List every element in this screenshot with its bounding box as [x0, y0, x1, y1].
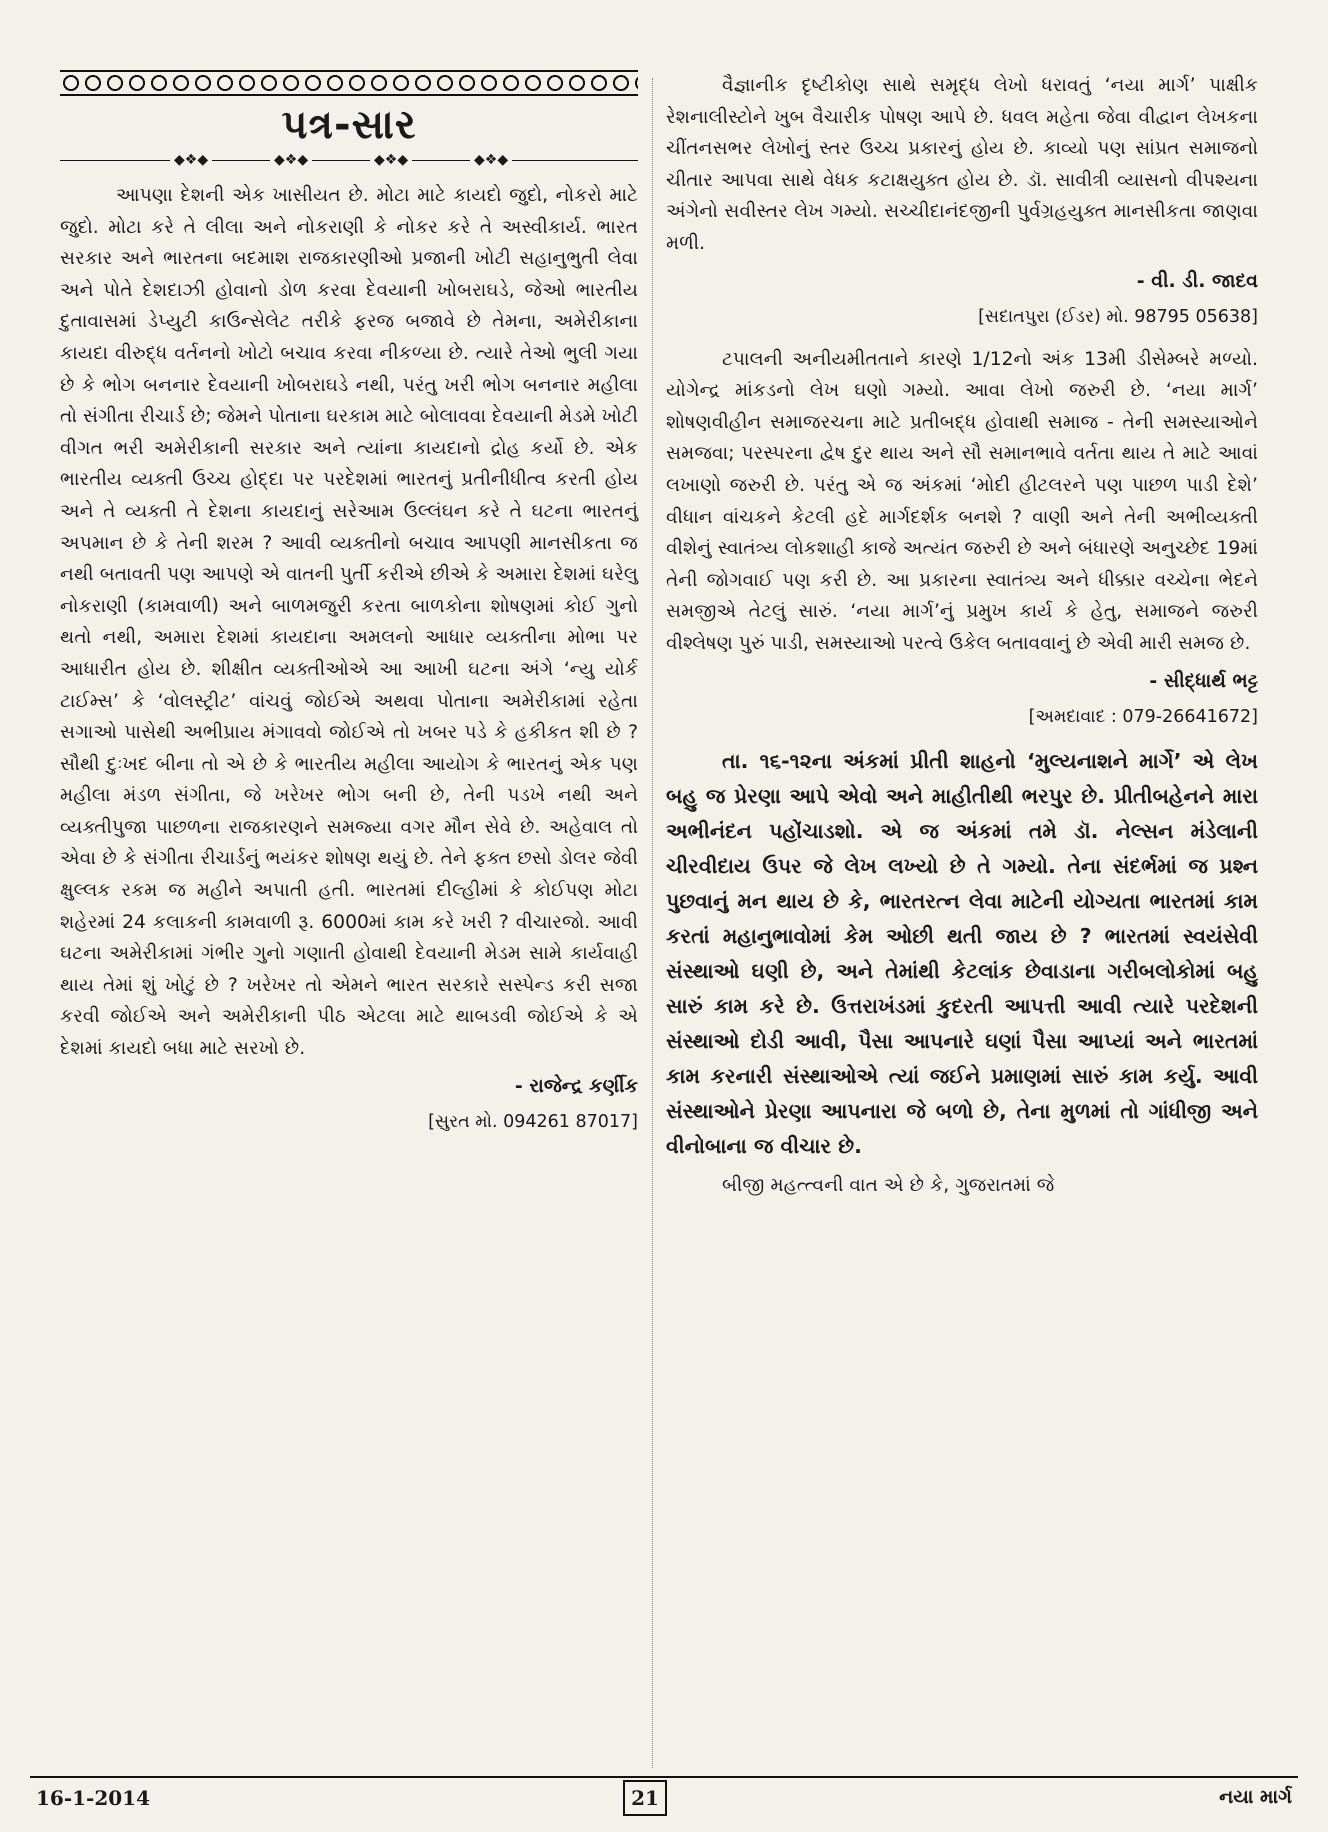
letter-body: વૈજ્ઞાનીક દૃષ્ટીકોણ સાથે સમૃદ્ધ લેખો ધરાવતું ‘નયા માર્ગ’ પાક્ષીક રેશનાલીસ્ટોને ખુબ વૈચારીક પોષણ આપે છે. ધવલ મહેતા જેવા વીદ્વાન લેખકના ચીંતનસભર લેખોનું સ્તર ઉચ્ચ પ્રકારનું હોય છે. કાવ્યો પણ સાંપ્રત સમાજનો ચીતાર આપવા સાથે વેધક કટાક્ષયુક્ત હોય છે. ડૉ. સાવીત્રી વ્યાસનો વીપશ્યના અંગેનો સવીસ્તર લેખ ગમ્યો. સચ્ચીદાનંદજીની પુર્વગ્રહયુક્ત માનસીકતા જાણવા મળી.: [666, 75, 1258, 254]
letter-address: [સુરત મો. 094261 87017]: [428, 1111, 638, 1132]
letter-signature: - વી. ડી. જાદવ: [1136, 269, 1258, 292]
column-divider: [652, 78, 653, 1768]
letter-address: [અમદાવાદ : 079-26641672]: [1028, 706, 1258, 727]
issue-date: 16-1-2014: [36, 1786, 151, 1810]
letter-signature: - રાજેન્દ્ર કર્ણીક: [514, 1074, 638, 1097]
magazine-name: નયા માર્ગ: [1219, 1786, 1292, 1808]
letter-continuation: બીજી મહત્ત્વની વાત એ છે કે, ગુજરાતમાં જે: [722, 1174, 1055, 1196]
letter-body: તા. ૧૬-૧૨ના અંકમાં પ્રીતી શાહનો ‘મુલ્યનાશને માર્ગે’ એ લેખ બહુ જ પ્રેરણા આપે એવો અને માહીતીથી ભરપુર છે. પ્રીતીબહેનને મારા અભીનંદન પહોંચાડશો. એ જ અંકમાં તમે ડૉ. નેલ્સન મંડેલાની ચીરવીદાય ઉપર જે લેખ લખ્યો છે તે ગમ્યો. તેના સંદર્ભમાં જ પ્રશ્ન પુછવાનું મન થાય છે કે, ભારતરત્ન લેવા માટેની યોગ્યતા ભારતમાં કામ કરતાં મહાનુભાવોમાં કેમ ઓછી થતી જાય છે ? ભારતમાં સ્વયંસેવી સંસ્થાઓ ઘણી છે, અને તેમાંથી કેટલાંક છેવાડાના ગરીબલોકોમાં બહુ સારું કામ કરે છે. ઉત્તરાખંડમાં કુદરતી આપત્તી આવી ત્યારે પરદેશની સંસ્થાઓ દોડી આવી, પૈસા આપનારે ઘણાં પૈસા આપ્યાં અને ભારતમાં કામ કરનારી સંસ્થાઓએ ત્યાં જઈને પ્રમાણમાં સારું કામ કર્યુ. આવી સંસ્થાઓને પ્રેરણા આપનારા જે બળો છે, તેના મુળમાં તો ગાંધીજી અને વીનોબાના જ વીચાર છે.: [666, 748, 1258, 1158]
title-underline-ornament: ◆❖◆ ◆❖◆ ◆❖◆ ◆❖◆: [60, 154, 638, 168]
letter-body: આપણા દેશની એક ખાસીયત છે. મોટા માટે કાયદો જુદો, નોકરો માટે જુદો. મોટા કરે તે લીલા અને નોકરાણી કે નોકર કરે તે અસ્વીકાર્ય. ભારત સરકાર અને ભારતના બદમાશ રાજકારણીઓ પ્રજાની ખોટી સહાનુભુતી લેવા અને પોતે દેશદાઝી હોવાનો ડોળ કરવા દેવયાની ખોબરાઘડે, જેઓ ભારતીય દુતાવાસમાં ડેપ્યુટી કાઉન્સેલેટ તરીકે ફરજ બજાવે છે તેમના, અમેરીકાના કાયદા વીરુદ્ધ વર્તનનો ખોટો બચાવ કરવા નીકળ્યા છે. ત્યારે તેઓ ભુલી ગયા છે કે ભોગ બનનાર દેવયાની ખોબરાઘડે નથી, પરંતુ ખરી ભોગ બનનાર મહીલા તો સંગીતા રીચાર્ડ છે; જેમને પોતાના ઘરકામ માટે બોલાવવા દેવયાની મેડમે ખોટી વીગત ભરી અમેરીકાની સરકાર અને ત્યાંના કાયદાનો દ્રોહ કર્યો છે. એક ભારતીય વ્યક્તી ઉચ્ચ હોદ્દા પર પરદેશમાં ભારતનું પ્રતીનીધીત્વ કરતી હોય અને તે વ્યક્તી તે દેશના કાયદાનું સરેઆમ ઉલ્લંઘન કરે તે ઘટના ભારતનું અપમાન છે કે તેની શરમ ? આવી વ્યક્તીનો બચાવ આપણી માનસીકતા જ નથી બતાવતી પણ આપણે એ વાતની પુર્તી કરીએ છીએ કે અમારા દેશમાં ઘરેલુ નોકરાણી (કામવાળી) અને બાળમજુરી કરતા બાળકોના શોષણમાં કોઈ ગુનો થતો નથી, અમારા દેશમાં કાયદાના અમલનો આધાર વ્યક્તીના મોભા પર આધારીત હોય છે. શીક્ષીત વ્યક્તીઓએ આ આખી ઘટના અંગે ‘ન્યુ યોર્ક ટાઈમ્સ’ કે ‘વોલસ્ટ્રીટ’ વાંચવું જોઈએ અથવા પોતાના અમેરીકામાં રહેતા સગાઓ પાસેથી અભીપ્રાય મંગાવવો જોઈએ તો ખબર પડે કે હકીકત શી છે ? સૌથી દુઃખદ બીના તો એ છે કે ભારતીય મહીલા આયોગ કે ભારતનું એક પણ મહીલા મંડળ સંગીતા, જે ખરેખર ભોગ બની છે, તેની પડખે નથી અને વ્યક્તીપુજા પાછળના રાજકારણને સમજ્યા વગર મૌન સેવે છે. અહેવાલ તો એવા છે કે સંગીતા રીચાર્ડનું ભયંકર શોષણ થયું છે. તેને ફક્ત છસો ડોલર જેવી ક્ષુલ્લક રકમ જ મહીને અપાતી હતી. ભારતમાં દીલ્હીમાં કે કોઈપણ મોટા શહેરમાં 24 કલાકની કામવાળી રૂ. 6000માં કામ કરે ખરી ? વીચારજો. આવી ઘટના અમેરીકામાં ગંભીર ગુનો ગણાતી હોવાથી દેવયાની મેડમ સામે કાર્યવાહી થાય તેમાં શું ખોટું છે ? ખરેખર તો એમને ભારત સરકારે સસ્પેન્ડ કરી સજા કરવી જોઈએ અને અમેરીકાની પીઠ એટલા માટે થાબડવી જોઈએ કે એ દેશમાં કાયદો બધા માટે સરખો છે.: [60, 185, 638, 1060]
letter-signature: - સીદ્ધાર્થ ભટ્ટ: [1149, 669, 1258, 692]
letter-address: [સદાતપુરા (ઈડર) મો. 98795 05638]: [978, 306, 1258, 327]
left-column: [60, 70, 638, 1149]
right-column: [666, 70, 1258, 1201]
section-title: પત્ર-સાર: [281, 102, 417, 148]
title-ornament: [60, 70, 638, 96]
footer-rule: [30, 1776, 1298, 1778]
letter-body: ટપાલની અનીયમીતતાને કારણે 1/12નો અંક 13મી ડીસેમ્બરે મળ્યો. યોગેન્દ્ર માંકડનો લેખ ઘણો ગમ્યો. આવા લેખો જરુરી છે. ‘નયા માર્ગ’ શોષણવીહીન સમાજરચના માટે પ્રતીબદ્ધ હોવાથી સમાજ - તેની સમસ્યાઓને સમજવા; પરસ્પરના દ્વેષ દુર થાય અને સૌ સમાનભાવે વર્તતા થાય તે માટે આવાં લખાણો જરુરી છે. પરંતુ એ જ અંકમાં ‘મોદી હીટલરને પણ પાછળ પાડી દેશે’ વીધાન વાંચકને કેટલી હદે માર્ગદર્શક બનશે ? વાણી અને તેની અભીવ્યક્તી વીશેનું સ્વાતંત્ર્ય લોકશાહી કાજે અત્યંત જરુરી છે અને બંધારણે અનુચ્છેદ 19માં તેની જોગવાઈ પણ કરી છે. આ પ્રકારના સ્વાતંત્ર્ય અને ધીક્કાર વચ્ચેના ભેદને સમજીએ તેટલું સારું. ‘નયા માર્ગ’નું પ્રમુખ કાર્ય કે હેતુ, સમાજને જરુરી વીશ્લેષણ પુરું પાડી, સમસ્યાઓ પરત્વે ઉકેલ બતાવવાનું છે એવી મારી સમજ છે.: [666, 348, 1258, 654]
page-number: 21: [623, 1780, 667, 1816]
